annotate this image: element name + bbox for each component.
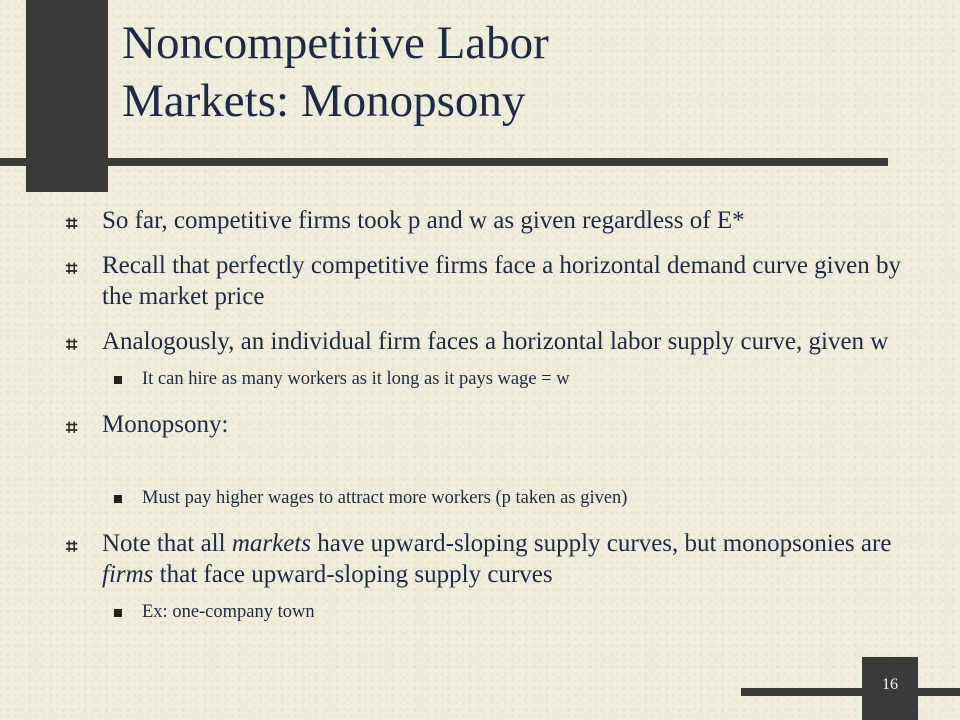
square-bullet-icon bbox=[114, 495, 122, 503]
square-bullet-icon bbox=[114, 376, 122, 384]
hash-bullet-icon: ⌗ bbox=[66, 534, 78, 558]
slide-title bbox=[122, 14, 882, 130]
bullet-item bbox=[62, 528, 922, 590]
hash-bullet-icon: ⌗ bbox=[66, 256, 78, 280]
bullet-text: Recall that perfectly competitive firms face a horizontal demand curve given by the market price bbox=[102, 252, 901, 310]
emphasis-markets: markets bbox=[231, 530, 311, 557]
sub-bullet-text: Must pay higher wages to attract more workers (p taken as given) bbox=[142, 488, 628, 508]
sub-bullet-item bbox=[62, 600, 922, 624]
sub-bullet-text: It can hire as many workers as it long as it pays wage = w bbox=[142, 369, 570, 389]
bullet-item bbox=[62, 409, 922, 440]
bullet-item bbox=[62, 326, 922, 357]
footer-rule bbox=[741, 688, 960, 696]
sub-bullet-item bbox=[62, 486, 922, 510]
hash-bullet-icon: ⌗ bbox=[66, 332, 78, 356]
hash-bullet-icon: ⌗ bbox=[66, 415, 78, 439]
page-number: 16 bbox=[862, 657, 918, 720]
bullet-text: Monopsony: bbox=[102, 411, 229, 438]
bullet-item bbox=[62, 205, 922, 236]
bullet-text: So far, competitive firms took p and w as given regardless of E* bbox=[102, 207, 745, 234]
title-rule bbox=[0, 158, 888, 166]
bullet-text: Note that all markets have upward-sloping supply curves, but monopsonies are firms that face upward-sloping supply curves bbox=[102, 530, 892, 588]
bullet-item bbox=[62, 250, 922, 312]
emphasis-firms: firms bbox=[102, 561, 154, 588]
square-bullet-icon bbox=[114, 609, 122, 617]
slide-title-line-1: Noncompetitive Labor bbox=[122, 17, 549, 69]
sub-bullet-text: Ex: one-company town bbox=[142, 602, 315, 622]
hash-bullet-icon: ⌗ bbox=[66, 211, 78, 235]
bullet-text: Analogously, an individual firm faces a horizontal labor supply curve, given w bbox=[102, 328, 889, 355]
slide-title-line-2: Markets: Monopsony bbox=[122, 75, 526, 127]
spacer bbox=[62, 454, 922, 490]
sub-bullet-item bbox=[62, 367, 922, 391]
slide-content bbox=[62, 205, 922, 642]
